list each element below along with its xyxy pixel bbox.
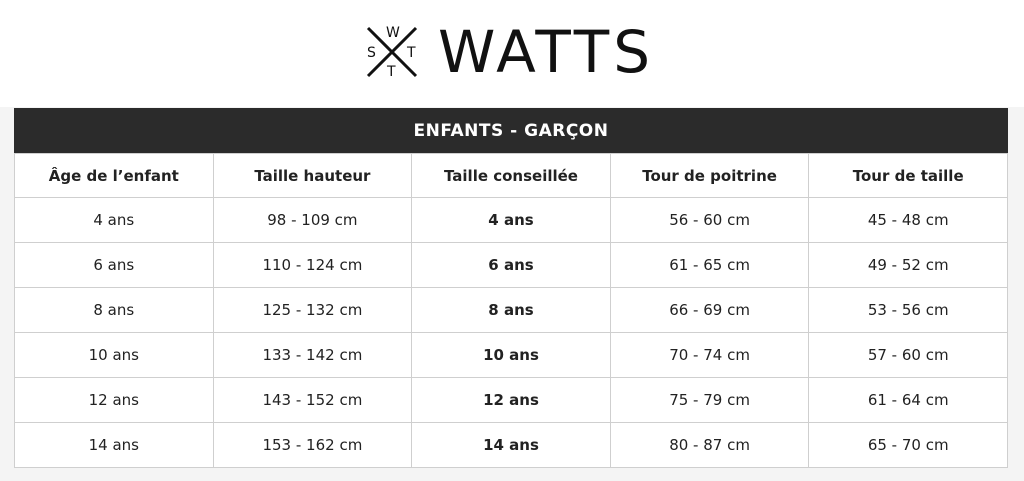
- cell-chest: 66 - 69 cm: [610, 288, 809, 333]
- cell-chest: 75 - 79 cm: [610, 378, 809, 423]
- cell-recommended-size: 12 ans: [412, 378, 611, 423]
- cell-recommended-size: 6 ans: [412, 243, 611, 288]
- table-row: [15, 423, 1008, 468]
- column-header-chest: Tour de poitrine: [610, 154, 809, 198]
- cell-recommended-size: 4 ans: [412, 198, 611, 243]
- cell-height: 98 - 109 cm: [213, 198, 412, 243]
- cell-age: 12 ans: [15, 378, 214, 423]
- logo-mark-letter-top: W: [386, 25, 400, 41]
- brand-wordmark: WATTS: [438, 18, 655, 86]
- size-chart-title: ENFANTS - GARÇON: [14, 108, 1008, 153]
- column-header-waist: Tour de taille: [809, 154, 1008, 198]
- cell-chest: 61 - 65 cm: [610, 243, 809, 288]
- logo-mark-letter-right: T: [407, 45, 416, 61]
- header-row: [15, 154, 1008, 198]
- cell-height: 143 - 152 cm: [213, 378, 412, 423]
- cell-age: 6 ans: [15, 243, 214, 288]
- cell-height: 110 - 124 cm: [213, 243, 412, 288]
- cell-chest: 70 - 74 cm: [610, 333, 809, 378]
- cell-recommended-size: 8 ans: [412, 288, 611, 333]
- table-row: [15, 198, 1008, 243]
- cell-age: 10 ans: [15, 333, 214, 378]
- size-table: [14, 153, 1008, 468]
- logo-mark-letter-left: S: [367, 45, 376, 61]
- cell-chest: 56 - 60 cm: [610, 198, 809, 243]
- cell-height: 133 - 142 cm: [213, 333, 412, 378]
- table-row: [15, 378, 1008, 423]
- column-header-recommended-size: Taille conseillée: [412, 154, 611, 198]
- cell-age: 14 ans: [15, 423, 214, 468]
- logo-mark-letter-bottom: T: [387, 64, 396, 80]
- cell-age: 8 ans: [15, 288, 214, 333]
- cell-age: 4 ans: [15, 198, 214, 243]
- cell-waist: 61 - 64 cm: [809, 378, 1008, 423]
- watts-monogram-icon: [364, 24, 420, 80]
- cell-waist: 45 - 48 cm: [809, 198, 1008, 243]
- brand-logo[interactable]: [364, 20, 654, 84]
- cell-waist: 49 - 52 cm: [809, 243, 1008, 288]
- cell-chest: 80 - 87 cm: [610, 423, 809, 468]
- table-row: [15, 333, 1008, 378]
- table-row: [15, 243, 1008, 288]
- cell-waist: 53 - 56 cm: [809, 288, 1008, 333]
- column-header-age: Âge de l’enfant: [15, 154, 214, 198]
- cell-recommended-size: 14 ans: [412, 423, 611, 468]
- column-header-height: Taille hauteur: [213, 154, 412, 198]
- cell-recommended-size: 10 ans: [412, 333, 611, 378]
- table-row: [15, 288, 1008, 333]
- cell-height: 125 - 132 cm: [213, 288, 412, 333]
- size-chart: [14, 108, 1008, 468]
- header: [0, 0, 1024, 107]
- cell-waist: 65 - 70 cm: [809, 423, 1008, 468]
- cell-height: 153 - 162 cm: [213, 423, 412, 468]
- cell-waist: 57 - 60 cm: [809, 333, 1008, 378]
